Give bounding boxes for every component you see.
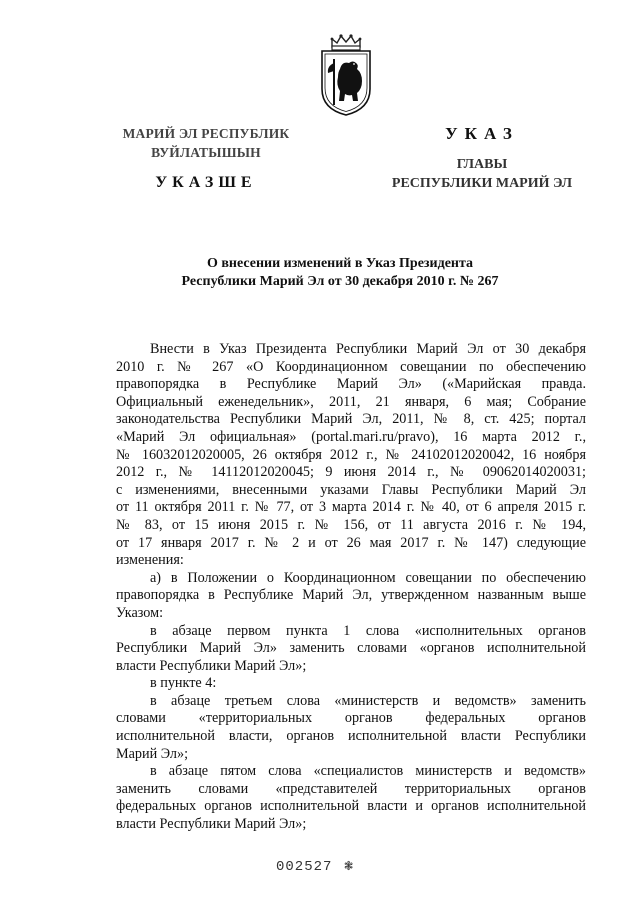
- body-line: власти Республики Марий Эл»;: [116, 816, 307, 833]
- body-line: Республики Марий Эл» заменить словами «органов исполнительной: [116, 640, 586, 657]
- body-line: от 11 октября 2011 г. № 77, от 3 марта 2014 г. № 40, от 6 апреля 2015 г.: [116, 499, 586, 516]
- header-right-line3: РЕСПУБЛИКИ МАРИЙ ЭЛ: [391, 176, 573, 191]
- body-line: с изменениями, внесенными указами Главы Республики Марий Эл: [116, 481, 586, 498]
- body-line: законодательства Республики Марий Эл, 2011, № 8, ст. 425; портал: [116, 411, 586, 428]
- header-right-title: УКАЗ: [445, 124, 519, 143]
- body-line: словами «территориальных органов федеральных органов: [116, 710, 586, 727]
- document-title-line1: О внесении изменений в Указ Президента: [206, 256, 474, 271]
- body-line: Указом:: [116, 604, 164, 621]
- body-line: Внести в Указ Президента Республики Марий Эл от 30 декабря: [150, 341, 586, 357]
- header-left-title: УКАЗШЕ: [155, 174, 257, 191]
- body-line: Официальный еженедельник», 2011, 21 января, 6 мая; Собрание: [116, 393, 586, 410]
- flower-mark-icon: ❃: [344, 859, 354, 875]
- body-line: Марий Эл»;: [116, 745, 189, 762]
- body-line: в пункте 4:: [150, 675, 217, 692]
- body-line: заменить словами «представителей территориальных органов: [116, 780, 586, 797]
- body-line: в абзаце пятом слова «специалистов министерств и ведомств»: [150, 763, 586, 780]
- body-line: № 16032012020005, 26 октября 2012 г., № 24102012020042, 16 ноября: [116, 446, 586, 463]
- coat-of-arms-icon: [318, 33, 374, 117]
- document-title: [90, 255, 590, 291]
- body-line: исполнительной власти, органов исполнительной власти Республики: [116, 728, 586, 745]
- body-line: а) в Положении о Координационном совещании по обеспечению: [150, 569, 586, 586]
- header-right-line2: ГЛАВЫ: [456, 157, 508, 172]
- document-title-line2: Республики Марий Эл от 30 декабря 2010 г. № 267: [181, 274, 499, 289]
- document-body: [116, 341, 586, 834]
- body-line: 2010 г. № 267 «О Координационном совещании по обеспечению: [116, 358, 586, 375]
- body-line: в абзаце первом пункта 1 слова «исполнительных органов: [150, 622, 586, 639]
- body-line: власти Республики Марий Эл»;: [116, 657, 307, 674]
- document-footer: [276, 858, 386, 875]
- body-line: федеральных органов исполнительной власти и органов исполнительной: [116, 798, 586, 815]
- body-line: изменения:: [116, 552, 184, 569]
- header-left-line2: ВУЙЛАТЫШЫН: [151, 145, 261, 160]
- body-line: № 83, от 15 июня 2015 г. № 156, от 11 августа 2016 г. № 194,: [116, 516, 586, 533]
- body-line: в абзаце третьем слова «министерств и ведомств» заменить: [150, 692, 586, 709]
- body-line: «Марий Эл официальная» (portal.mari.ru/pravo), 16 марта 2012 г.,: [116, 428, 586, 445]
- serial-number: 002527: [276, 859, 333, 875]
- body-line: правопорядка в Республике Марий Эл» («Марийская правда.: [116, 376, 586, 393]
- header-left-line1: МАРИЙ ЭЛ РЕСПУБЛИК: [122, 126, 290, 141]
- body-line: 2012 г., № 14112012020045; 9 июня 2014 г., № 09062014020031;: [116, 464, 586, 481]
- body-line: от 17 января 2017 г. № 2 и от 26 мая 2017 г. № 147) следующие: [116, 534, 586, 551]
- body-line: правопорядка в Республике Марий Эл, утвержденном названным выше: [116, 587, 586, 604]
